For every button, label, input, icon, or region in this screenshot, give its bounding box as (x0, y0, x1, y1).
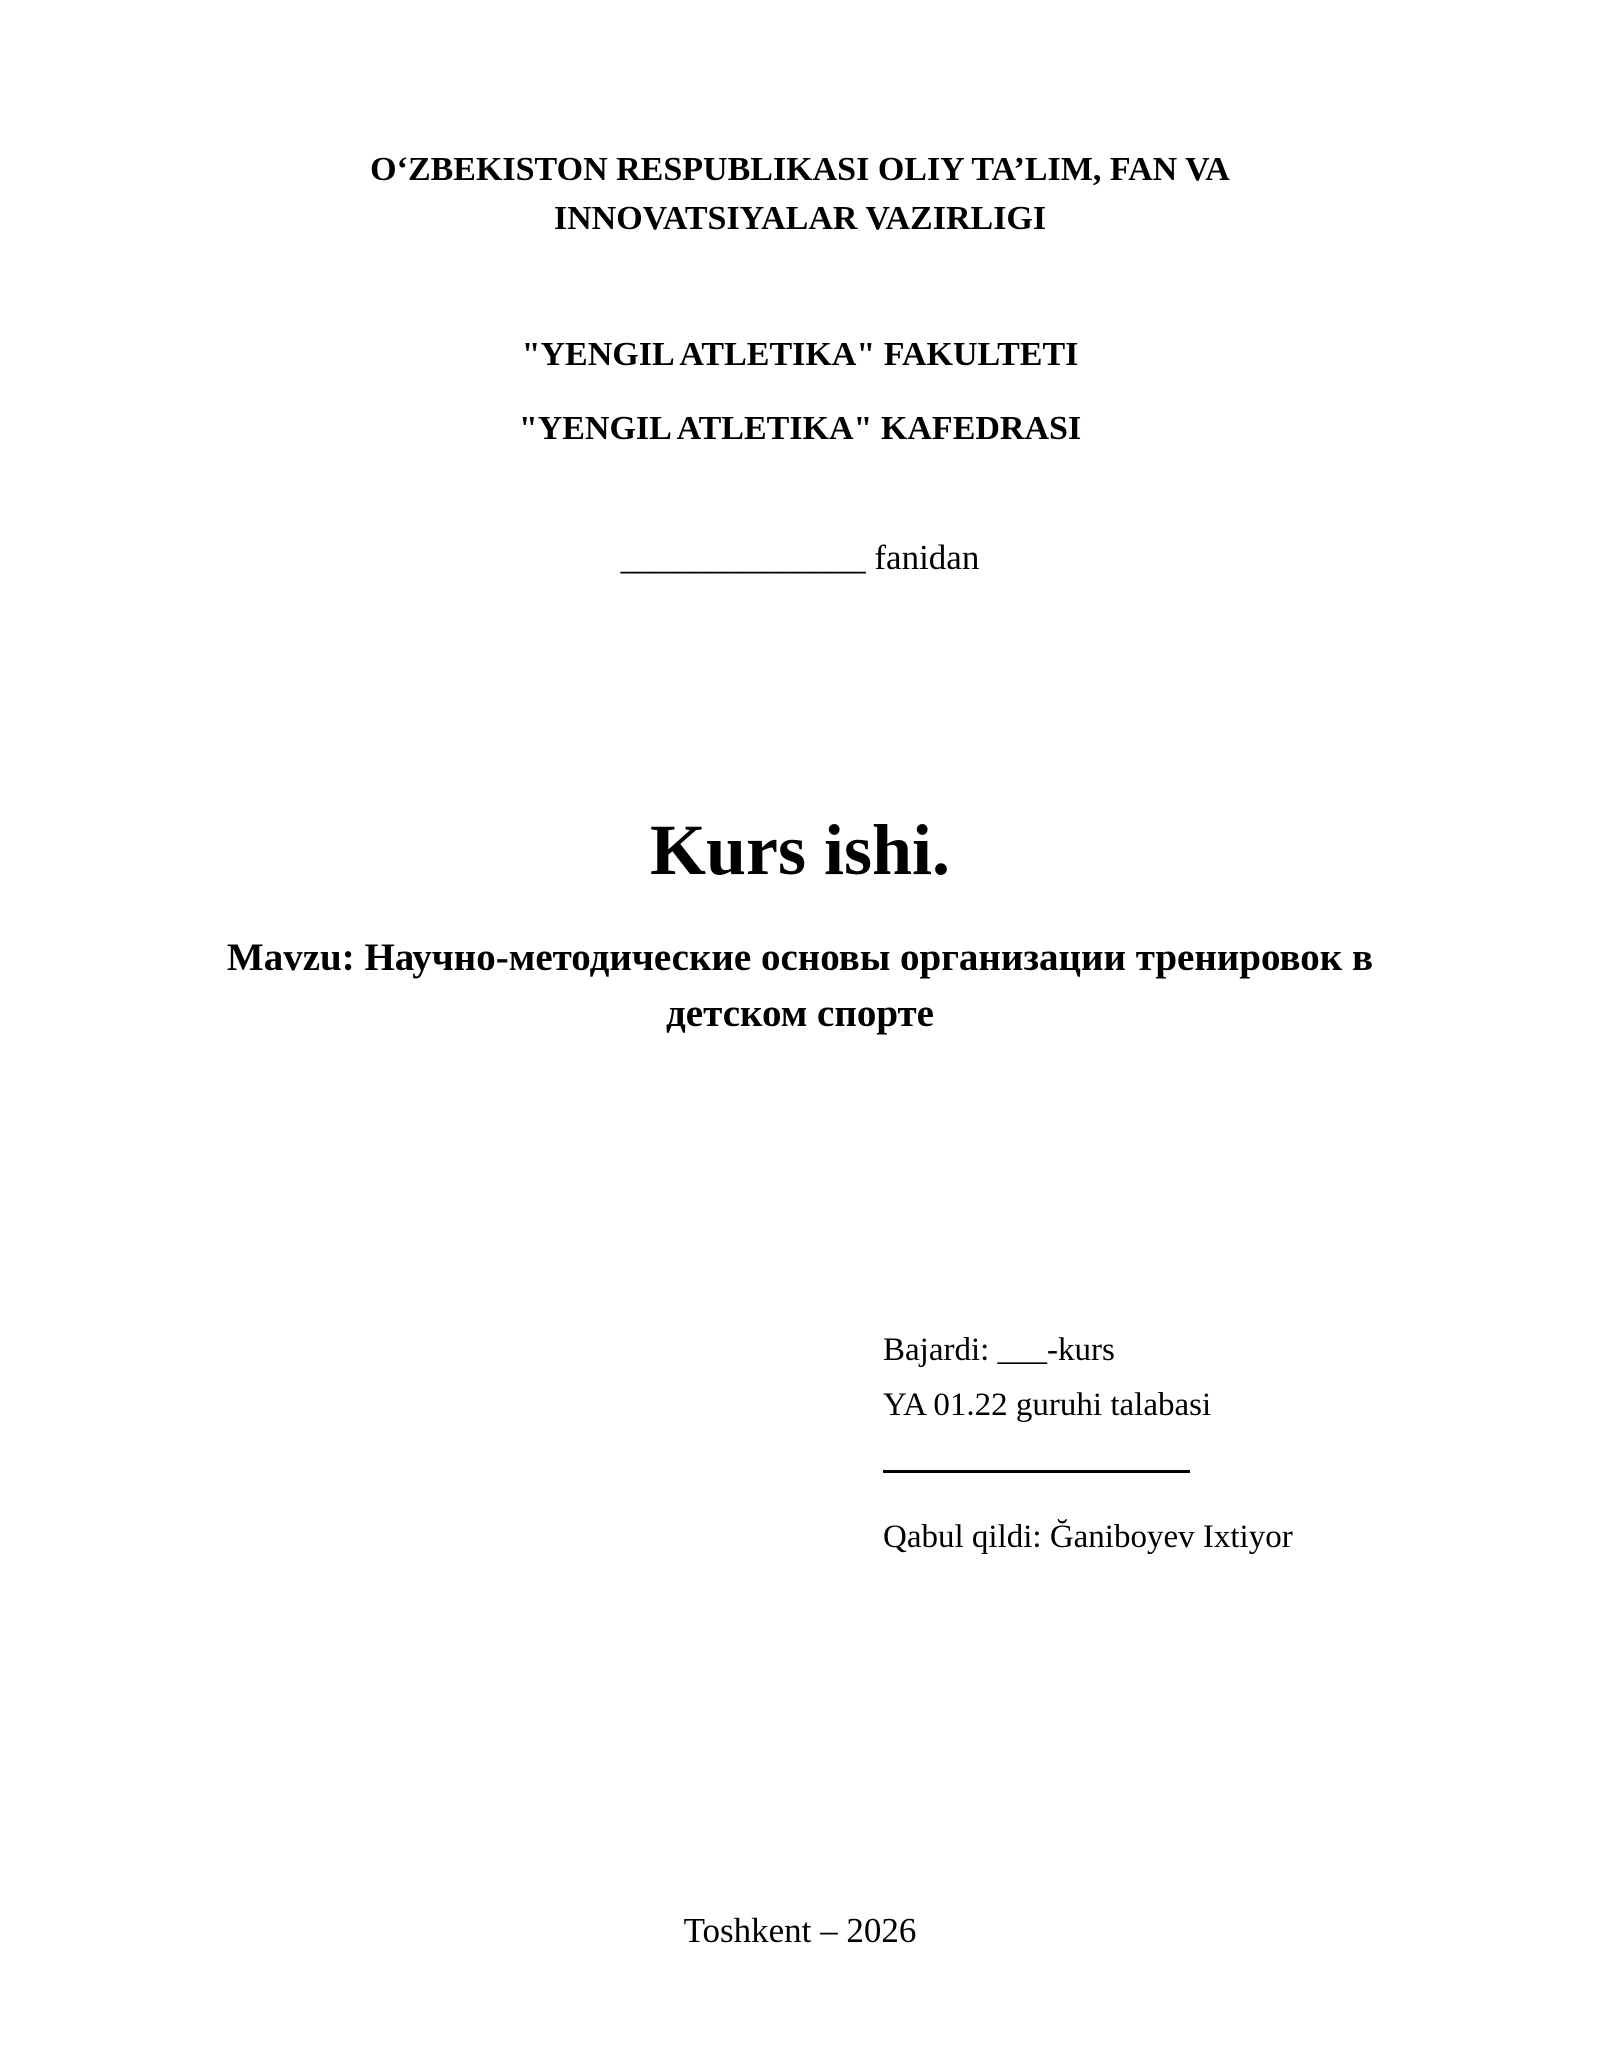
topic-heading (200, 930, 1400, 1042)
ministry-heading (0, 145, 1600, 243)
signature-line (883, 1470, 1190, 1473)
topic-line-2: детском спорте (666, 992, 934, 1035)
completed-by-line: Bajardi: ___-kurs (883, 1332, 1115, 1368)
ministry-heading-line-2: INNOVATSIYALAR VAZIRLIGI (553, 200, 1047, 237)
topic-line-1: Mavzu: Научно-методические основы организации тренировок в (226, 936, 1374, 979)
department-heading: "YENGIL ATLETIKA" KAFEDRASI (518, 410, 1082, 447)
faculty-heading: "YENGIL ATLETIKA" FAKULTETI (521, 336, 1079, 373)
subject-line: ______________ fanidan (620, 538, 980, 577)
ministry-heading-line-1: O‘ZBEKISTON RESPUBLIKASI OLIY TA’LIM, FAN VA (370, 151, 1230, 188)
student-group-line: YA 01.22 guruhi talabasi (883, 1387, 1212, 1423)
city-year-footer: Toshkent – 2026 (683, 1911, 917, 1950)
accepted-by-line: Qabul qildi: Ğaniboyev Ixtiyor (883, 1519, 1293, 1555)
document-title: Kurs ishi. (649, 810, 951, 890)
